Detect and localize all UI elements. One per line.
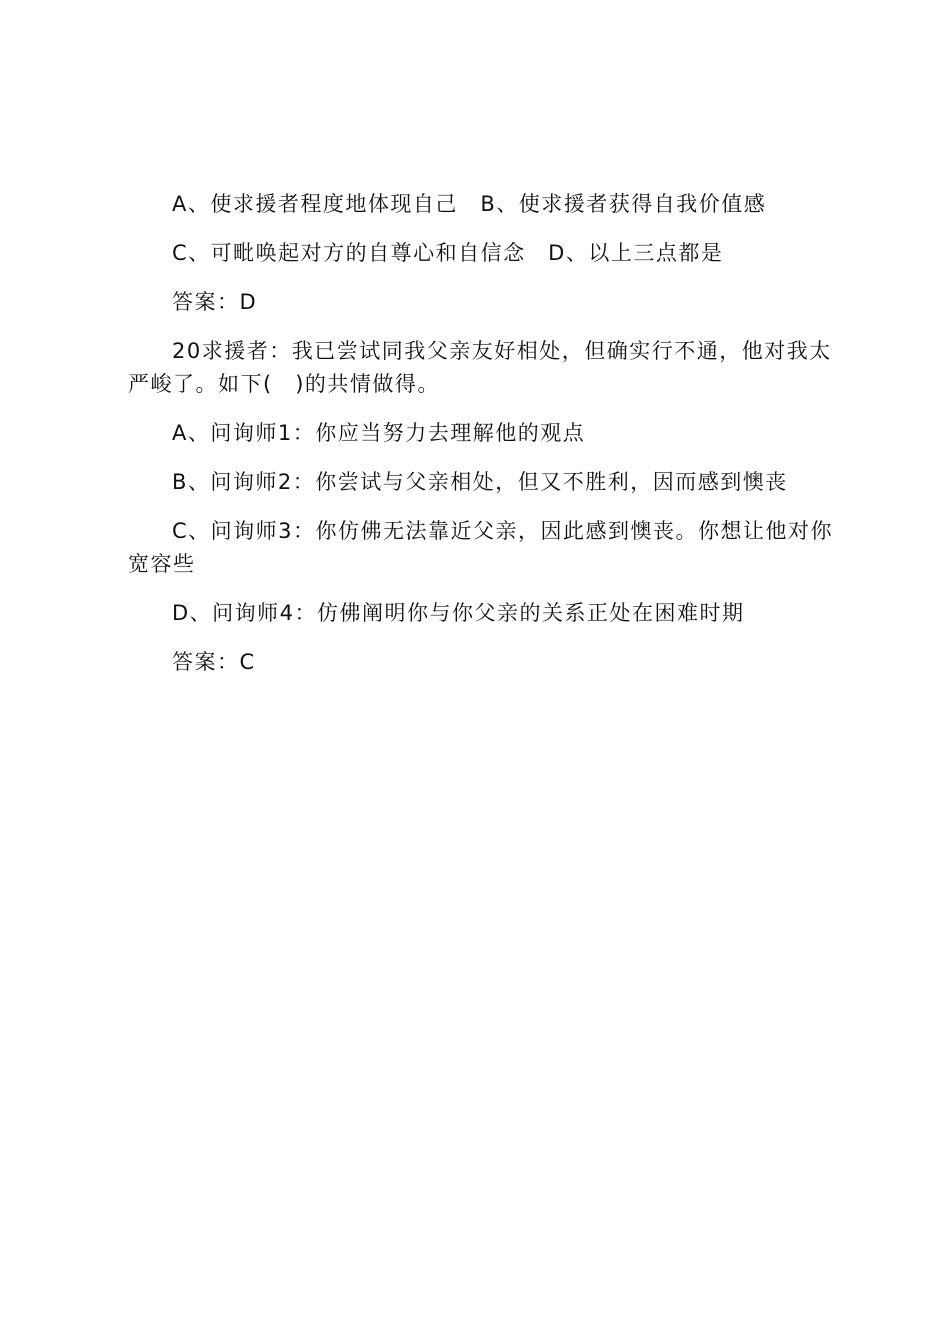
question-20-option-a: A、问询师1：你应当努力去理解他的观点 — [172, 421, 586, 445]
question-20-option-b: B、问询师2：你尝试与父亲相处，但又不胜利，因而感到懊丧 — [172, 470, 788, 494]
question-20-stem: 20求援者：我已尝试同我父亲友好相处，但确实行不通，他对我太严峻了。如下( )的共情做得。 — [128, 339, 832, 396]
document-body — [128, 188, 838, 695]
question-20-answer: 答案：C — [172, 650, 256, 674]
question-19-options-a-b: A、使求援者程度地体现自己 B、使求援者获得自我价值感 — [172, 192, 767, 216]
question-20-option-d: D、问询师4：仿佛阐明你与你父亲的关系正处在困难时期 — [172, 601, 745, 625]
question-19-answer: 答案：D — [172, 290, 258, 314]
question-19-options-c-d: C、可毗唤起对方的自尊心和自信念 D、以上三点都是 — [172, 241, 724, 265]
question-20-option-c: C、问询师3：你仿佛无法靠近父亲，因此感到懊丧。你想让他对你宽容些 — [128, 519, 834, 576]
